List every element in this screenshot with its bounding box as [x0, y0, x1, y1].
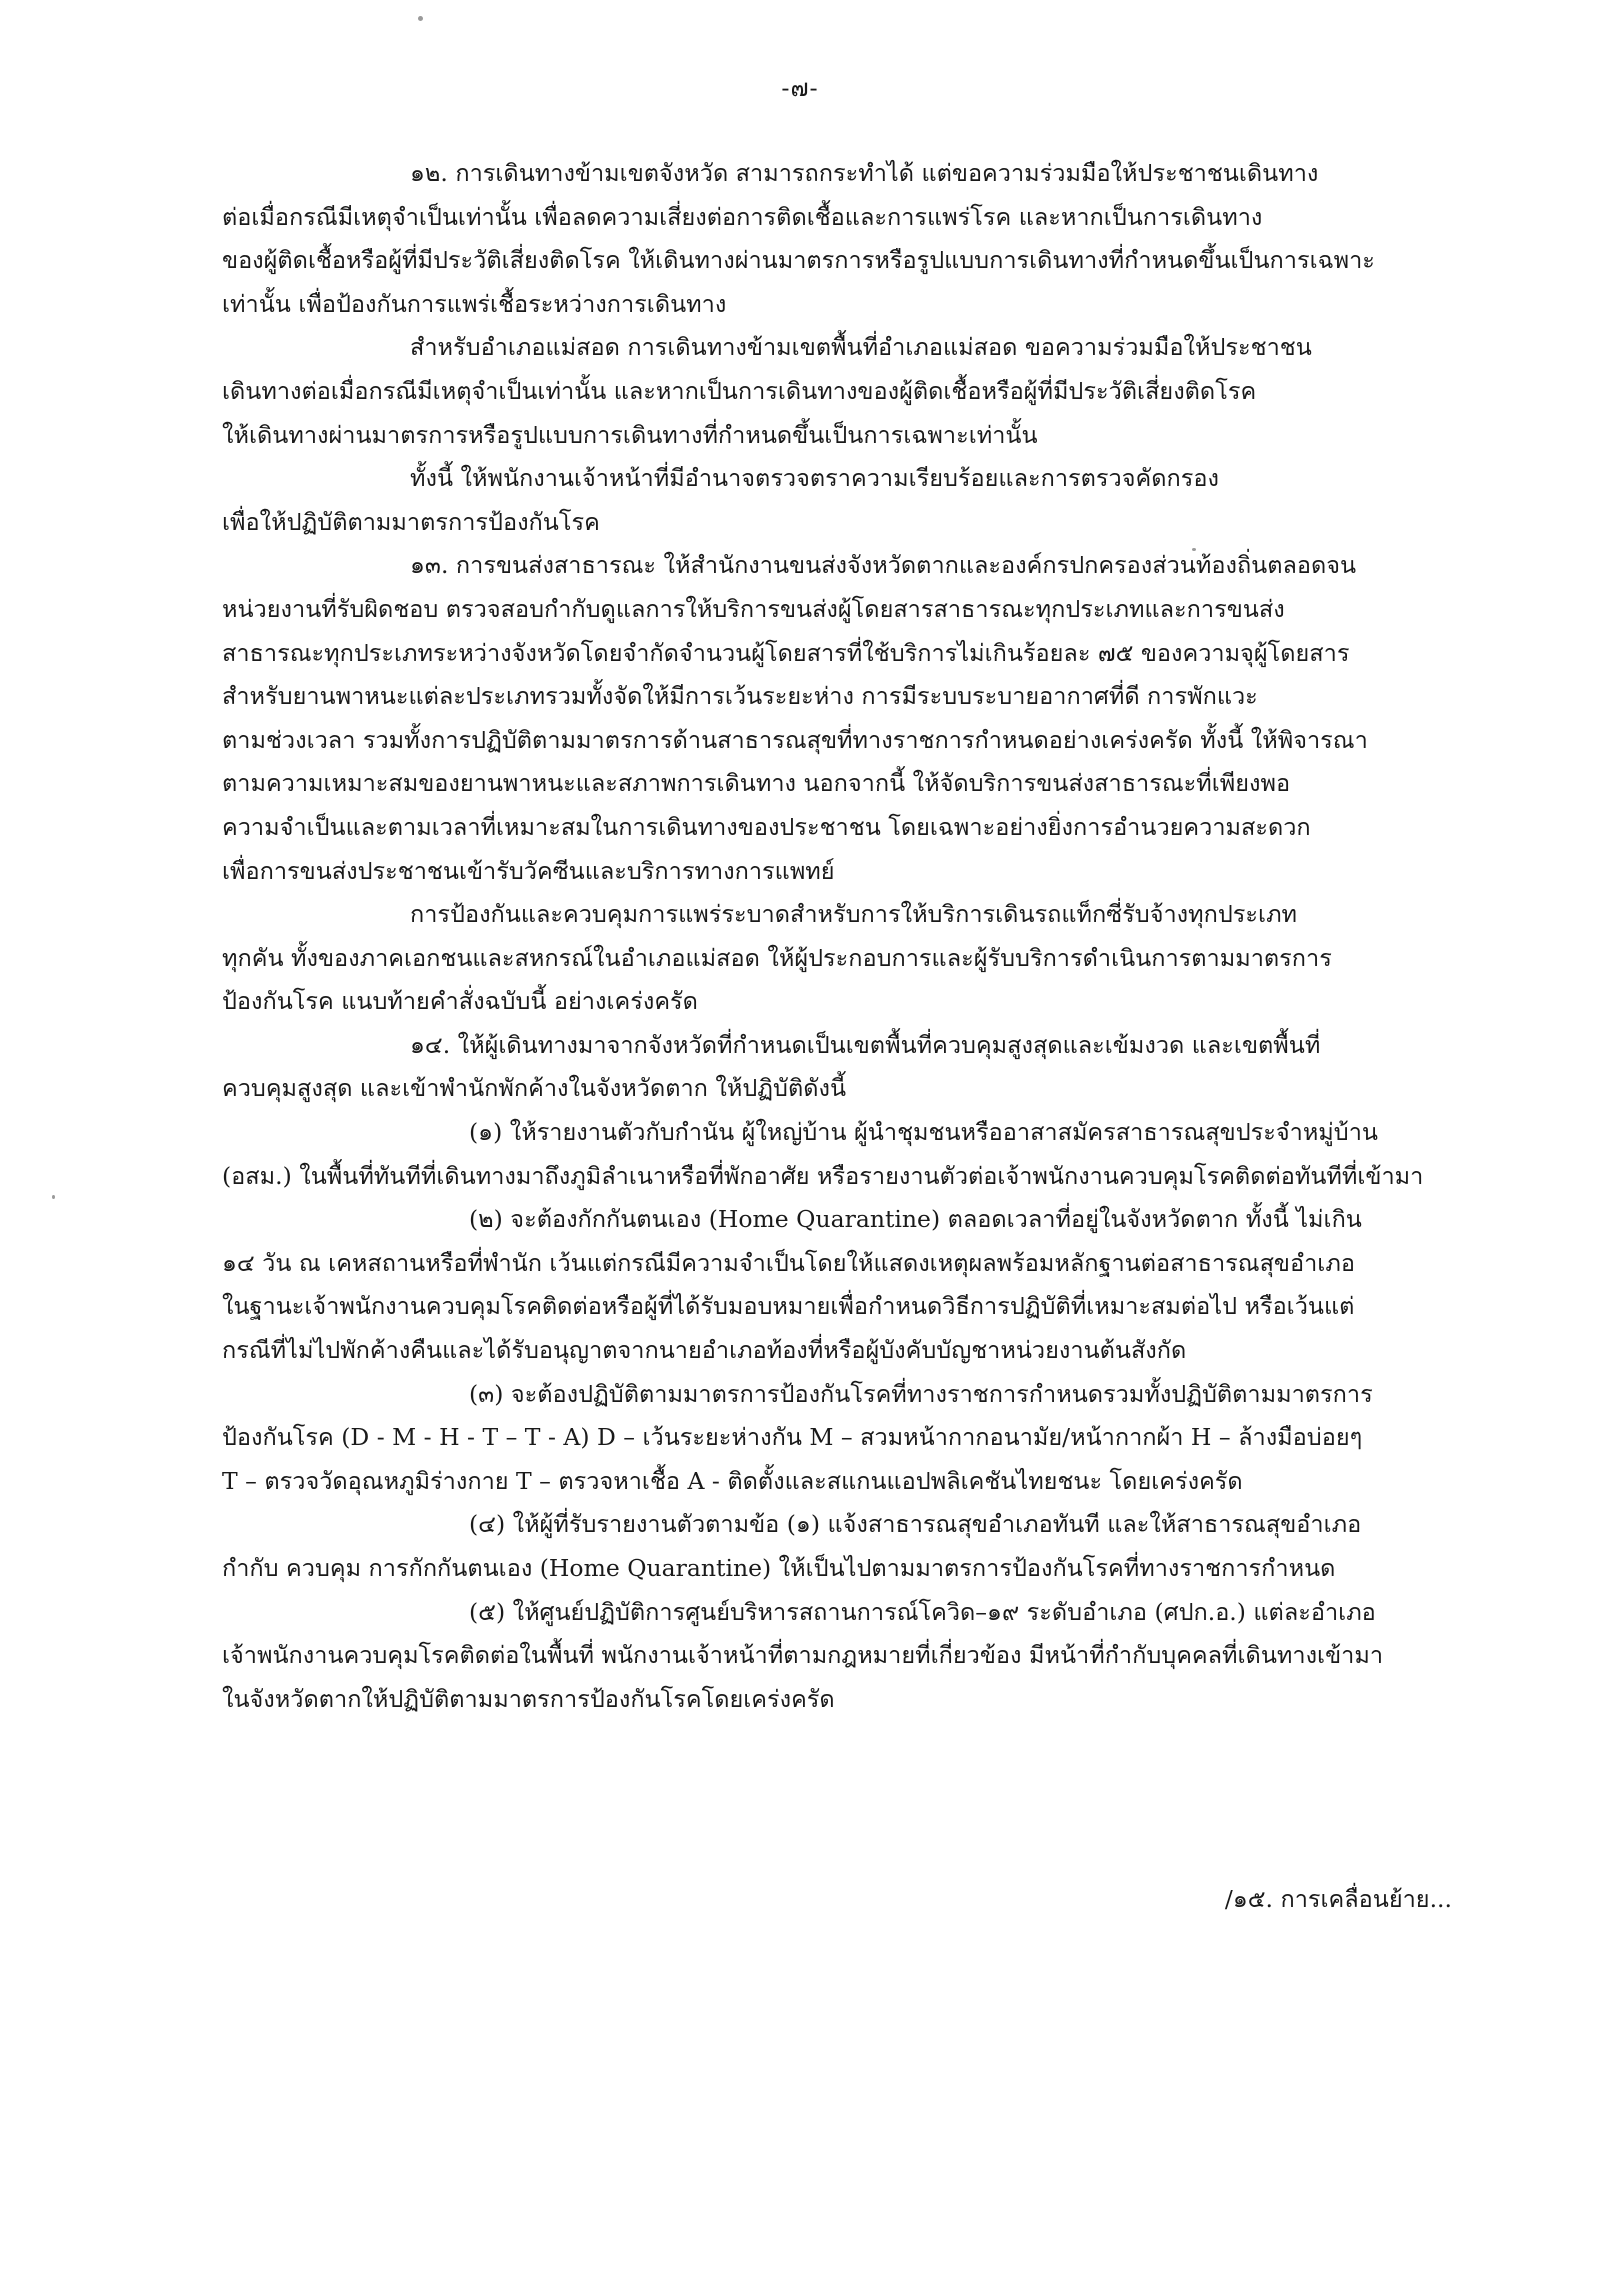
paragraph-line: ในฐานะเจ้าพนักงานควบคุมโรคติดต่อหรือผู้ที่ได้รับมอบหมายเพื่อกำหนดวิธีการปฏิบัติที่เหมาะสมต่อไป หรือเว้นแต่	[222, 1292, 1355, 1321]
paragraph-line: ทั้งนี้ ให้พนักงานเจ้าหน้าที่มีอำนาจตรวจตราความเรียบร้อยและการตรวจคัดกรอง	[410, 464, 1219, 493]
paragraph-line: (๕) ให้ศูนย์ปฏิบัติการศูนย์บริหารสถานการณ์โควิด–๑๙ ระดับอำเภอ (ศปก.อ.) แต่ละอำเภอ	[469, 1597, 1376, 1626]
paragraph-line: ๑๔. ให้ผู้เดินทางมาจากจังหวัดที่กำหนดเป็นเขตพื้นที่ควบคุมสูงสุดและเข้มงวด และเขตพื้นที่	[410, 1030, 1321, 1059]
paragraph-line: (๔) ให้ผู้ที่รับรายงานตัวตามข้อ (๑) แจ้งสาธารณสุขอำเภอทันที และให้สาธารณสุขอำเภอ	[469, 1510, 1362, 1539]
paragraph-line: (๒) จะต้องกักกันตนเอง (Home Quarantine) ตลอดเวลาที่อยู่ในจังหวัดตาก ทั้งนี้ ไม่เกิน	[469, 1205, 1362, 1234]
paragraph-line: สาธารณะทุกประเภทระหว่างจังหวัดโดยจำกัดจำนวนผู้โดยสารที่ใช้บริการไม่เกินร้อยละ ๗๕ ของความจุผู้โดยสาร	[222, 638, 1350, 667]
paragraph-line: ให้เดินทางผ่านมาตรการหรือรูปแบบการเดินทางที่กำหนดขึ้นเป็นการเฉพาะเท่านั้น	[222, 420, 1038, 449]
paragraph-line: ตามความเหมาะสมของยานพาหนะและสภาพการเดินทาง นอกจากนี้ ให้จัดบริการขนส่งสาธารณะที่เพียงพอ	[222, 769, 1291, 798]
paragraph-line: ความจำเป็นและตามเวลาที่เหมาะสมในการเดินทางของประชาชน โดยเฉพาะอย่างยิ่งการอำนวยความสะดวก	[222, 812, 1311, 841]
paragraph-p14-4	[222, 1503, 1447, 1590]
paragraph-line: สำหรับยานพาหนะแต่ละประเภทรวมทั้งจัดให้มีการเว้นระยะห่าง การมีระบบระบายอากาศที่ดี การพักแวะ	[222, 682, 1258, 711]
paragraph-line: เพื่อการขนส่งประชาชนเข้ารับวัคซีนและบริการทางการแพทย์	[222, 856, 835, 885]
paragraph-line: หน่วยงานที่รับผิดชอบ ตรวจสอบกำกับดูแลการให้บริการขนส่งผู้โดยสารสาธารณะทุกประเภทและการขนส่ง	[222, 594, 1285, 623]
paragraph-line: ทุกคัน ทั้งของภาคเอกชนและสหกรณ์ในอำเภอแม่สอด ให้ผู้ประกอบการและผู้รับบริการดำเนินการตามมาตรการ	[222, 943, 1332, 972]
paragraph-p14-3	[222, 1373, 1447, 1504]
paragraph-p12	[222, 152, 1447, 326]
paragraph-line: สำหรับอำเภอแม่สอด การเดินทางข้ามเขตพื้นที่อำเภอแม่สอด ขอความร่วมมือให้ประชาชน	[410, 333, 1312, 362]
paragraph-line: ของผู้ติดเชื้อหรือผู้ที่มีประวัติเสี่ยงติดโรค ให้เดินทางผ่านมาตรการหรือรูปแบบการเดินทางที่กำหนดขึ้นเป็นการเฉพาะ	[222, 246, 1375, 275]
paragraph-line: ในจังหวัดตากให้ปฏิบัติตามมาตรการป้องกันโรคโดยเคร่งครัด	[222, 1684, 835, 1713]
paragraph-line: กรณีที่ไม่ไปพักค้างคืนและได้รับอนุญาตจากนายอำเภอท้องที่หรือผู้บังคับบัญชาหน่วยงานต้นสังกัด	[222, 1336, 1187, 1365]
paragraph-line: ๑๓. การขนส่งสาธารณะ ให้สำนักงานขนส่งจังหวัดตากและองค์กรปกครองส่วนท้องถิ่นตลอดจน	[410, 551, 1357, 580]
scan-speck	[52, 1195, 55, 1199]
paragraph-line: ต่อเมื่อกรณีมีเหตุจำเป็นเท่านั้น เพื่อลดความเสี่ยงต่อการติดเชื้อและการแพร่โรค และหากเป็นการเดินทาง	[222, 202, 1263, 231]
paragraph-p14-1	[222, 1111, 1447, 1198]
continuation-note: /๑๕. การเคลื่อนย้าย...	[1224, 1885, 1452, 1913]
paragraph-line: (๑) ให้รายงานตัวกับกำนัน ผู้ใหญ่บ้าน ผู้นำชุมชนหรืออาสาสมัครสาธารณสุขประจำหมู่บ้าน	[469, 1118, 1378, 1147]
paragraph-line: ป้องกันโรค (D - M - H - T – T - A) D – เว้นระยะห่างกัน M – สวมหน้ากากอนามัย/หน้ากากผ้า H – ล้างมือบ่อยๆ	[222, 1423, 1363, 1452]
paragraph-line: ป้องกันโรค แนบท้ายคำสั่งฉบับนี้ อย่างเคร่งครัด	[222, 987, 698, 1016]
paragraph-line: เจ้าพนักงานควบคุมโรคติดต่อในพื้นที่ พนักงานเจ้าหน้าที่ตามกฎหมายที่เกี่ยวข้อง มีหน้าที่กำกับบุคคลที่เดินทางเข้ามา	[222, 1641, 1384, 1670]
paragraph-line: การป้องกันและควบคุมการแพร่ระบาดสำหรับการให้บริการเดินรถแท็กซี่รับจ้างทุกประเภท	[410, 900, 1298, 929]
paragraph-p14-5	[222, 1591, 1447, 1722]
paragraph-p12-maesot	[222, 326, 1447, 457]
paragraph-p12-officer	[222, 457, 1447, 544]
paragraph-p13	[222, 544, 1447, 893]
paragraph-line: กำกับ ควบคุม การกักกันตนเอง (Home Quarantine) ให้เป็นไปตามมาตรการป้องกันโรคที่ทางราชการกำหนด	[222, 1554, 1336, 1582]
paragraph-p14-2	[222, 1198, 1447, 1372]
document-body	[222, 152, 1447, 1721]
paragraph-line: (อสม.) ในพื้นที่ทันทีที่เดินทางมาถึงภูมิลำเนาหรือที่พักอาศัย หรือรายงานตัวต่อเจ้าพนักงานควบคุมโรคติดต่อทันทีที่เข้ามา	[222, 1161, 1424, 1190]
paragraph-p13-taxi	[222, 893, 1447, 1024]
paragraph-line: เดินทางต่อเมื่อกรณีมีเหตุจำเป็นเท่านั้น และหากเป็นการเดินทางของผู้ติดเชื้อหรือผู้ที่มีประวัติเสี่ยงติดโรค	[222, 376, 1257, 405]
scan-speck	[418, 16, 423, 21]
paragraph-line: (๓) จะต้องปฏิบัติตามมาตรการป้องกันโรคที่ทางราชการกำหนดรวมทั้งปฏิบัติตามมาตรการ	[469, 1379, 1373, 1408]
paragraph-line: เพื่อให้ปฏิบัติตามมาตรการป้องกันโรค	[222, 507, 600, 536]
paragraph-line: ตามช่วงเวลา รวมทั้งการปฏิบัติตามมาตรการด้านสาธารณสุขที่ทางราชการกำหนดอย่างเคร่งครัด ทั้งนี้ ให้พิจารณา	[222, 725, 1368, 754]
paragraph-line: ๑๒. การเดินทางข้ามเขตจังหวัด สามารถกระทำได้ แต่ขอความร่วมมือให้ประชาชนเดินทาง	[410, 159, 1319, 187]
paragraph-line: T – ตรวจวัดอุณหภูมิร่างกาย T – ตรวจหาเชื้อ A - ติดตั้งและสแกนแอปพลิเคชันไทยชนะ โดยเคร่งครัด	[222, 1466, 1243, 1495]
paragraph-p14	[222, 1024, 1447, 1111]
paragraph-line: เท่านั้น เพื่อป้องกันการแพร่เชื้อระหว่างการเดินทาง	[222, 289, 727, 318]
paragraph-line: ควบคุมสูงสุด และเข้าพำนักพักค้างในจังหวัดตาก ให้ปฏิบัติดังนี้	[222, 1074, 847, 1103]
page-number: -๗-	[781, 74, 819, 102]
paragraph-line: ๑๔ วัน ณ เคหสถานหรือที่พำนัก เว้นแต่กรณีมีความจำเป็นโดยให้แสดงเหตุผลพร้อมหลักฐานต่อสาธารณสุขอำเภอ	[222, 1248, 1355, 1277]
